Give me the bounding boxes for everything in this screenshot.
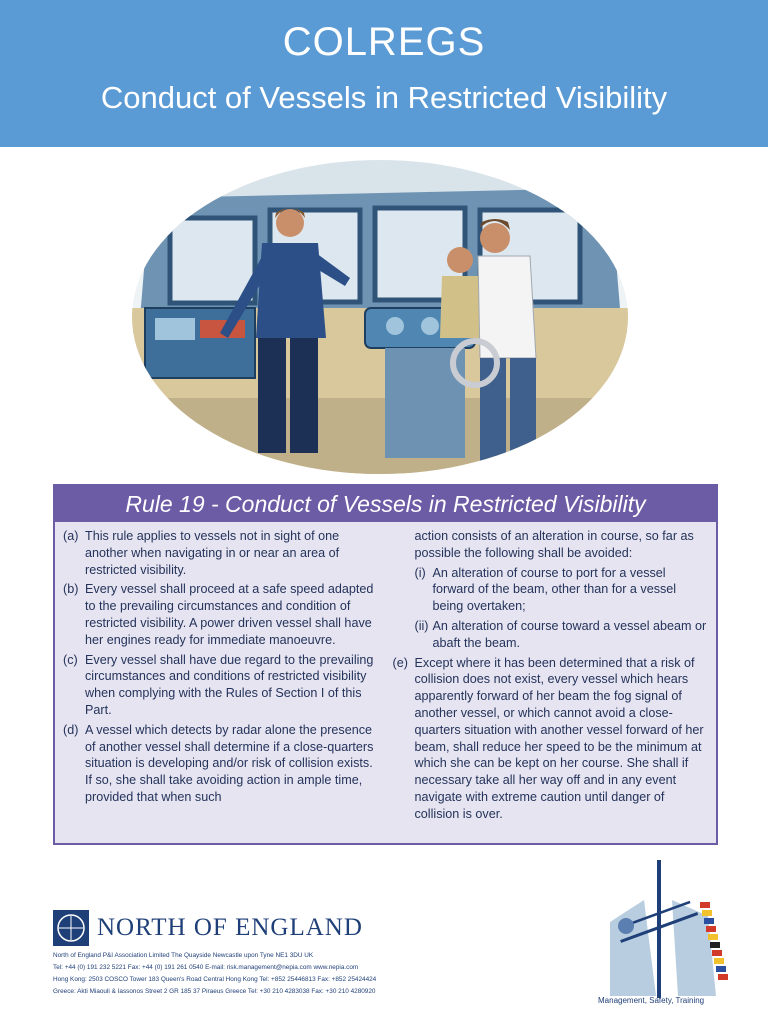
subparagraph-label: (i)	[414, 565, 426, 580]
paragraph-text: Every vessel shall proceed at a safe speed adapted to the prevailing circumstances and condition of restricted visibility. A power driven vessel shall have her engines ready for immediate manoeuvre.	[85, 582, 374, 647]
paragraph-b	[63, 581, 379, 648]
address-line: Hong Kong: 2503 COSCO Tower 183 Queen's Road Central Hong Kong Tel: +852 25446813 Fax: +852 25424424	[53, 976, 377, 983]
paragraph-text: Except where it has been determined that a risk of collision does not exist, every vessel which hears apparently forward of her beam the fog signal of another vessel, or which cannot avoid a close-quarters situation with another vessel forward of her beam, shall reduce her speed to be the minimum at which she can be kept on her course. She shall if necessary take all her way off and in any event navigate with extreme caution until danger of collision is over.	[414, 655, 704, 821]
subparagraph-label: (ii)	[414, 618, 429, 633]
subparagraph-text: An alteration of course to port for a vessel forward of the beam, other than for a vessel being overtaken;	[432, 565, 677, 614]
mast-flags-icon	[596, 856, 736, 1002]
page-subtitle: Conduct of Vessels in Restricted Visibility	[100, 80, 668, 115]
paragraph-text: Every vessel shall have due regard to the prevailing circumstances and conditions of restricted visibility when complying with the Rules of Section I of this Part.	[85, 652, 374, 717]
paragraph-text: This rule applies to vessels not in sight of one another when navigating in or near an area of restricted visibility.	[85, 529, 340, 577]
page-header	[0, 0, 768, 147]
paragraph-label: (d)	[63, 722, 79, 737]
subparagraph-d-ii	[393, 618, 709, 652]
paragraph-a	[63, 528, 379, 578]
address-line: North of England P&I Association Limited The Quayside Newcastle upon Tyne NE1 3DU UK	[53, 952, 314, 959]
page-title: COLREGS	[282, 20, 486, 64]
ship-bridge-illustration	[130, 158, 630, 476]
address-line: Tel: +44 (0) 191 232 5221 Fax: +44 (0) 191 261 0540 E-mail: risk.management@nepia.com www.nepia.com	[53, 964, 359, 971]
org-name: NORTH OF ENGLAND	[97, 914, 363, 941]
paragraph-label: (a)	[63, 529, 79, 543]
rule-heading: Rule 19 - Conduct of Vessels in Restricted Visibility	[55, 486, 716, 522]
tagline: Management, Safety, Training	[598, 996, 705, 1005]
subparagraph-d-i	[393, 565, 709, 615]
paragraph-d-continuation: action consists of an alteration in course, so far as possible the following shall be avoided:	[414, 529, 694, 560]
rule-columns	[63, 528, 708, 837]
paragraph-c	[63, 652, 379, 719]
subparagraph-text: An alteration of course toward a vessel abeam or abaft the beam.	[432, 618, 707, 650]
paragraph-d	[63, 722, 379, 806]
paragraph-text: A vessel which detects by radar alone the presence of another vessel shall determine if a close-quarters situation is developing and/or risk of collision exists. If so, she shall take avoiding action in ample time, provided that when such	[85, 722, 374, 804]
rule-19-panel	[53, 484, 718, 845]
paragraph-label: (e)	[392, 655, 408, 670]
rule-column-left	[63, 528, 379, 837]
paragraph-label: (c)	[63, 652, 78, 667]
org-logo	[53, 910, 363, 946]
address-line: Greece: Akti Miaouli & Iassonos Street 2 GR 185 37 Piraeus Greece Tel: +30 210 4283038 Fax: +30 210 4280920	[53, 988, 376, 995]
rule-column-right	[393, 528, 709, 837]
ne-pi-emblem-icon	[53, 910, 89, 946]
paragraph-label: (b)	[63, 582, 79, 597]
paragraph-e	[393, 655, 709, 823]
